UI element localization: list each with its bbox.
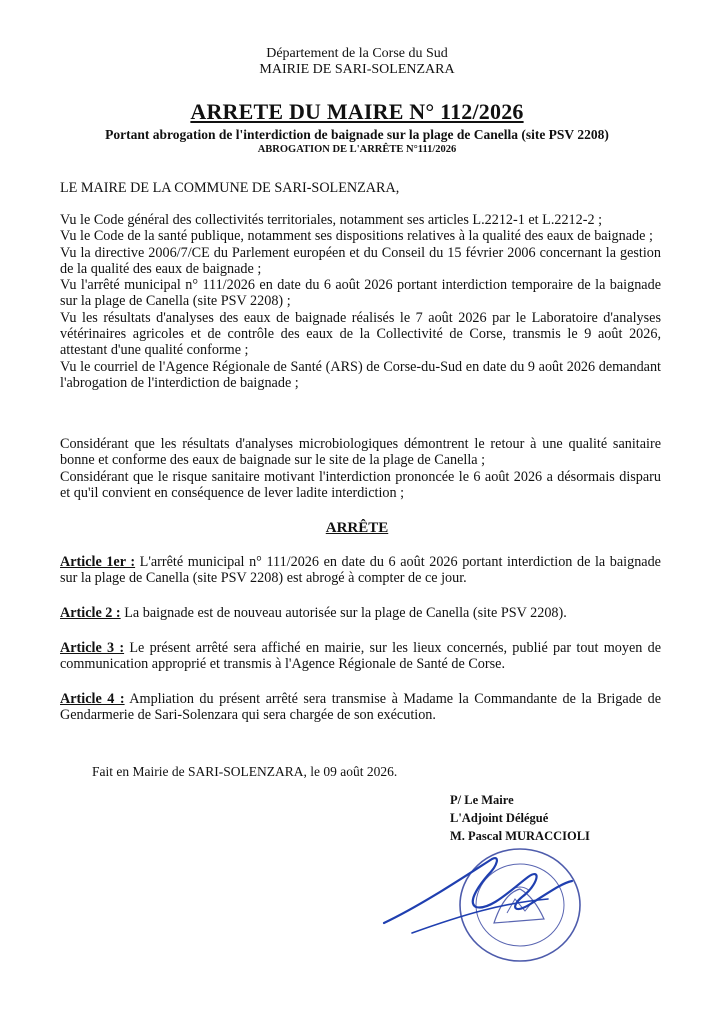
- signature-line-adjoint: L'Adjoint Délégué: [450, 811, 549, 825]
- stamp-seal: [460, 849, 580, 961]
- document-header: [0, 46, 714, 78]
- article-text: L'arrêté municipal n° 111/2026 en date du 6 août 2026 portant interdiction de la baignade sur la plage de Canella (site PSV 2208) est abrogé à compter de ce jour.: [60, 554, 661, 587]
- article-label: Article 1er :: [60, 554, 136, 570]
- considerant-paragraph: Considérant que les résultats d'analyses microbiologiques démontrent le retour à une qualité sanitaire bonne et conforme des eaux de baignade sur le site de la plage de Canella ;: [60, 436, 661, 469]
- visa-paragraph: Vu l'arrêté municipal n° 111/2026 en date du 6 août 2026 portant interdiction temporaire de la baignade sur la plage de Canella (site PSV 2208) ;: [60, 277, 661, 310]
- visa-paragraph: Vu le Code général des collectivités territoriales, notamment ses articles L.2212-1 et L.2212-2 ;: [60, 212, 603, 228]
- article-4: [60, 691, 661, 724]
- visa-paragraph: Vu le Code de la santé publique, notamment ses dispositions relatives à la qualité des eaux de baignade ;: [60, 228, 653, 245]
- visa-paragraph: Vu la directive 2006/7/CE du Parlement européen et du Conseil du 15 février 2006 concernant la gestion de la qualité des eaux de baignade ;: [60, 244, 661, 277]
- article-2: [60, 605, 661, 621]
- visa-paragraph: Vu les résultats d'analyses des eaux de baignade réalisés le 7 août 2026 par le Laboratoire d'analyses vétérinaires agricoles et de contrôle des eaux de la Collectivité de Corse, transmis le 9 août 2026, attestant d'une qualité conforme ;: [60, 309, 661, 359]
- handwritten-signature: [384, 858, 572, 933]
- abrogation-subtitle: ABROGATION DE L'ARRÊTE N°111/2026: [257, 144, 457, 155]
- article-1: [60, 554, 661, 587]
- signature-line-name: M. Pascal MURACCIOLI: [450, 829, 590, 843]
- official-stamp-and-signature: [372, 845, 612, 975]
- signature-line-maire: P/ Le Maire: [450, 793, 514, 807]
- document-subtitle: Portant abrogation de l'interdiction de baignade sur la plage de Canella (site PSV 2208): [105, 127, 609, 142]
- article-text: La baignade est de nouveau autorisée sur la plage de Canella (site PSV 2208).: [120, 605, 567, 621]
- article-label: Article 2 :: [60, 605, 121, 621]
- article-text: Ampliation du présent arrêté sera transmise à Madame la Commandante de la Brigade de Gendarmerie de Sari-Solenzara qui sera chargée de son exécution.: [60, 691, 661, 724]
- mayor-heading: LE MAIRE DE LA COMMUNE DE SARI-SOLENZARA,: [60, 180, 400, 196]
- considerant-paragraph: Considérant que le risque sanitaire motivant l'interdiction prononcée le 6 août 2026 a désormais disparu et qu'il convient en conséquence de lever ladite interdiction ;: [60, 468, 661, 501]
- visas-section: [60, 212, 661, 391]
- document-title: ARRETE DU MAIRE N° 112/2026: [190, 99, 524, 124]
- fait-en-mairie: Fait en Mairie de SARI-SOLENZARA, le 09 août 2026.: [92, 764, 398, 779]
- article-label: Article 4 :: [60, 691, 125, 707]
- mairie-line: MAIRIE DE SARI-SOLENZARA: [259, 62, 455, 77]
- article-3: [60, 640, 661, 673]
- considerant-section: [60, 436, 661, 501]
- visa-paragraph: Vu le courriel de l'Agence Régionale de Santé (ARS) de Corse-du-Sud en date du 9 août 2026 demandant l'abrogation de l'interdiction de baignade ;: [60, 358, 661, 391]
- article-text: Le présent arrêté sera affiché en mairie, sur les lieux concernés, publié par tout moyen de communication approprié et transmis à l'Agence Régionale de Santé de Corse.: [60, 640, 661, 673]
- arrete-heading: ARRÊTE: [325, 520, 389, 536]
- department-line: Département de la Corse du Sud: [266, 46, 448, 61]
- article-label: Article 3 :: [60, 640, 125, 656]
